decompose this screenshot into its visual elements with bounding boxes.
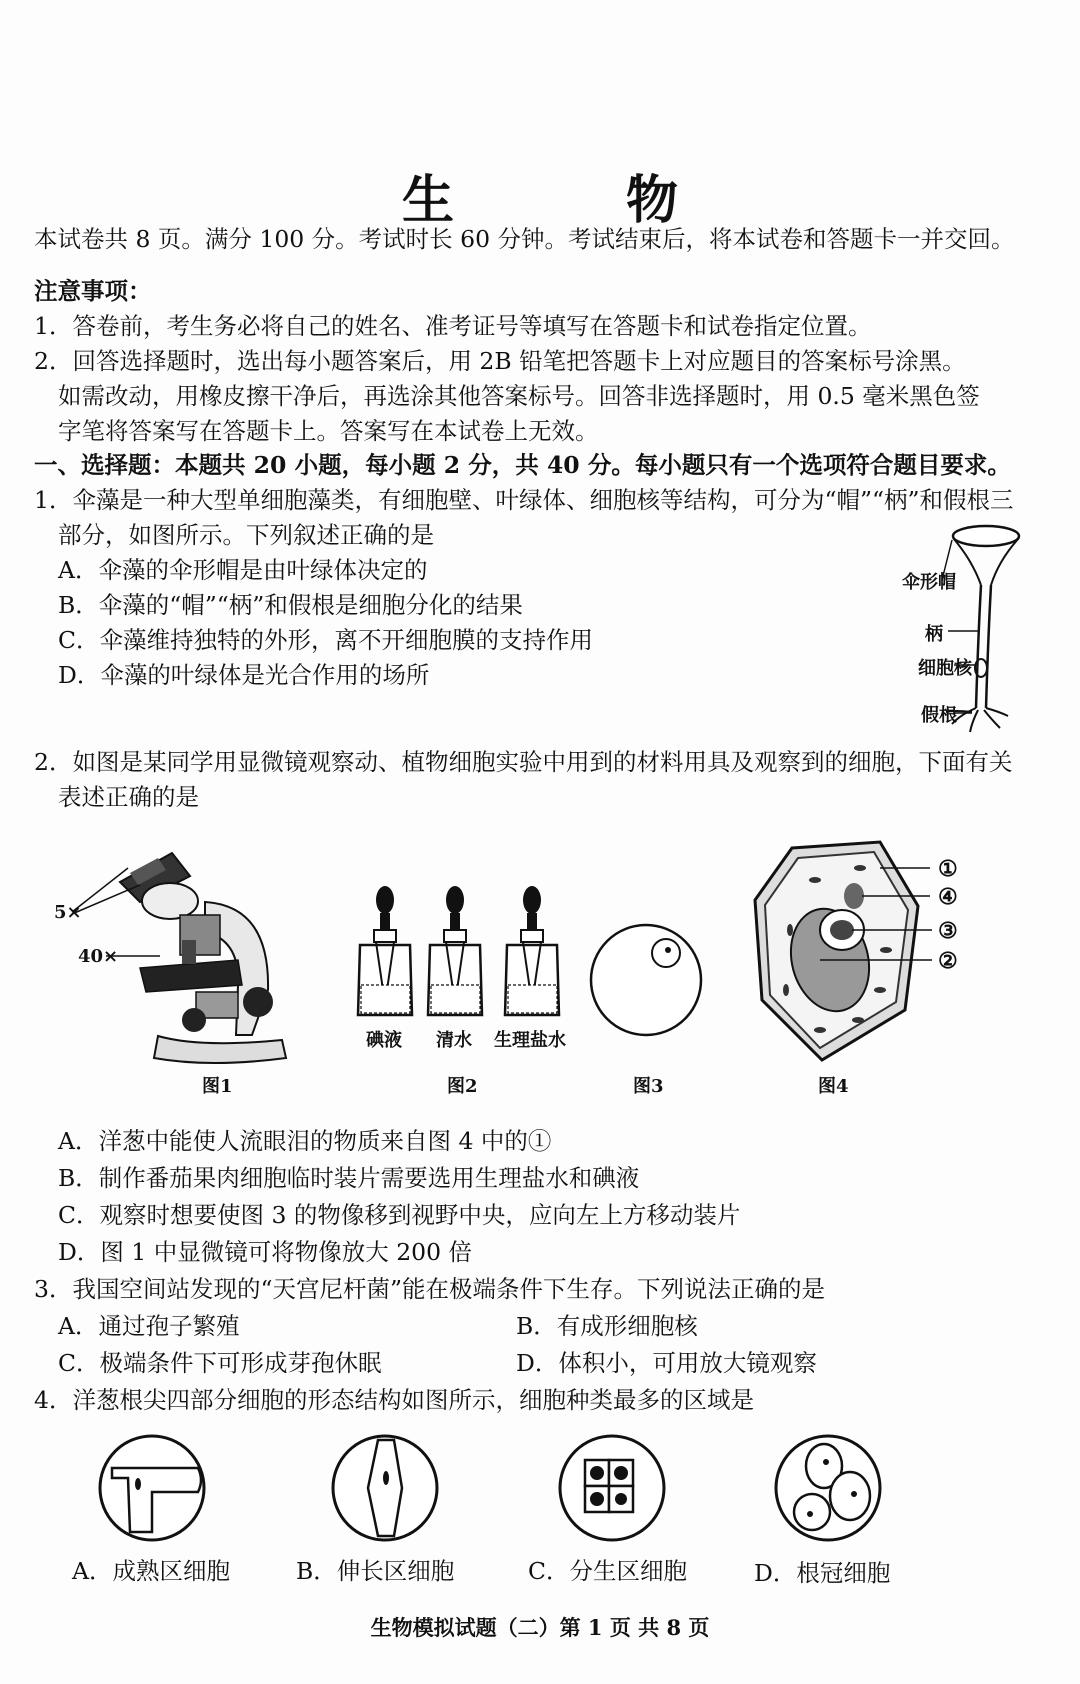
q4-option-d[interactable]: D．根冠细胞: [754, 1559, 891, 1587]
objective-label: 40×: [78, 946, 119, 967]
cell-marker-1: ①: [938, 856, 958, 882]
notes-heading: 注意事项：: [34, 277, 152, 305]
q2-option-b[interactable]: B．制作番茄果肉细胞临时装片需要选用生理盐水和碘液: [58, 1164, 640, 1192]
mature-zone-cell: [100, 1436, 204, 1540]
q3-option-c[interactable]: C．极端条件下可形成芽孢休眠: [58, 1349, 382, 1377]
cell-marker-2: ②: [938, 948, 958, 974]
note-1: 1．答卷前，考生务必将自己的姓名、准考证号等填写在答题卡和试卷指定位置。: [34, 312, 872, 340]
q3-option-d[interactable]: D．体积小，可用放大镜观察: [516, 1349, 817, 1377]
eyepiece-label: 5×: [54, 902, 82, 923]
exam-intro: 本试卷共 8 页。满分 100 分。考试时长 60 分钟。考试结束后，将本试卷和答题卡一并交回。: [34, 225, 1015, 253]
q4-stem: 4．洋葱根尖四部分细胞的形态结构如图所示，细胞种类最多的区域是: [34, 1386, 754, 1414]
saline-label: 生理盐水: [494, 1030, 566, 1051]
figure-4-label: 图4: [818, 1076, 849, 1097]
figure-2-label: 图2: [447, 1076, 478, 1097]
cell-marker-4: ④: [938, 884, 958, 910]
note-2-line-3: 字笔将答案写在答题卡上。答案写在本试卷上无效。: [58, 417, 599, 445]
label-nucleus: 细胞核: [918, 658, 972, 679]
q1-stem-line-2: 部分，如图所示。下列叙述正确的是: [58, 521, 434, 549]
q3-option-b[interactable]: B．有成形细胞核: [516, 1312, 698, 1340]
page-footer: 生物模拟试题（二）第 1 页 共 8 页: [370, 1615, 710, 1640]
figure-1-label: 图1: [202, 1076, 233, 1097]
figure-3-label: 图3: [633, 1076, 664, 1097]
root-cap-cell: [776, 1436, 880, 1540]
section-heading: 一、选择题：本题共 20 小题，每小题 2 分，共 40 分。每小题只有一个选项符合题目要求。: [34, 451, 1011, 479]
note-2-line-2: 如需改动，用橡皮擦干净后，再选涂其他答案标号。回答非选择题时，用 0.5 毫米黑色签: [58, 382, 980, 410]
q1-option-b[interactable]: B．伞藻的“帽”“柄”和假根是细胞分化的结果: [58, 591, 523, 619]
q1-stem-line-1: 1．伞藻是一种大型单细胞藻类，有细胞壁、叶绿体、细胞核等结构，可分为“帽”“柄”和假根三: [34, 486, 1014, 514]
note-2-line-1: 2．回答选择题时，选出每小题答案后，用 2B 铅笔把答题卡上对应题目的答案标号涂黑。: [34, 347, 966, 375]
label-rhizoid: 假根: [921, 705, 957, 726]
q2-stem-line-1: 2．如图是某同学用显微镜观察动、植物细胞实验中用到的材料用具及观察到的细胞，下面有关: [34, 748, 1013, 776]
label-cap: 伞形帽: [902, 572, 956, 593]
page-title: 生 物: [401, 170, 738, 231]
q2-stem-line-2: 表述正确的是: [58, 783, 199, 811]
q4-option-b[interactable]: B．伸长区细胞: [296, 1557, 455, 1585]
water-label: 清水: [436, 1030, 472, 1051]
q1-option-c[interactable]: C．伞藻维持独特的外形，离不开细胞膜的支持作用: [58, 626, 593, 654]
label-stalk: 柄: [925, 624, 943, 645]
q2-option-c[interactable]: C．观察时想要使图 3 的物像移到视野中央，应向左上方移动装片: [58, 1201, 741, 1229]
q2-option-a[interactable]: A．洋葱中能使人流眼泪的物质来自图 4 中的①: [58, 1127, 552, 1155]
q1-option-a[interactable]: A．伞藻的伞形帽是由叶绿体决定的: [58, 556, 428, 584]
q4-option-a[interactable]: A．成熟区细胞: [72, 1557, 230, 1585]
q4-option-c[interactable]: C．分生区细胞: [528, 1557, 687, 1585]
q2-option-d[interactable]: D．图 1 中显微镜可将物像放大 200 倍: [58, 1238, 473, 1266]
meristem-zone-cell: [560, 1436, 664, 1540]
q3-stem: 3．我国空间站发现的“天宫尼杆菌”能在极端条件下生存。下列说法正确的是: [34, 1275, 825, 1303]
iodine-label: 碘液: [366, 1030, 402, 1051]
cell-marker-3: ③: [938, 918, 958, 944]
elongation-zone-cell: [333, 1436, 437, 1540]
q3-option-a[interactable]: A．通过孢子繁殖: [58, 1312, 240, 1340]
q1-option-d[interactable]: D．伞藻的叶绿体是光合作用的场所: [58, 661, 430, 689]
